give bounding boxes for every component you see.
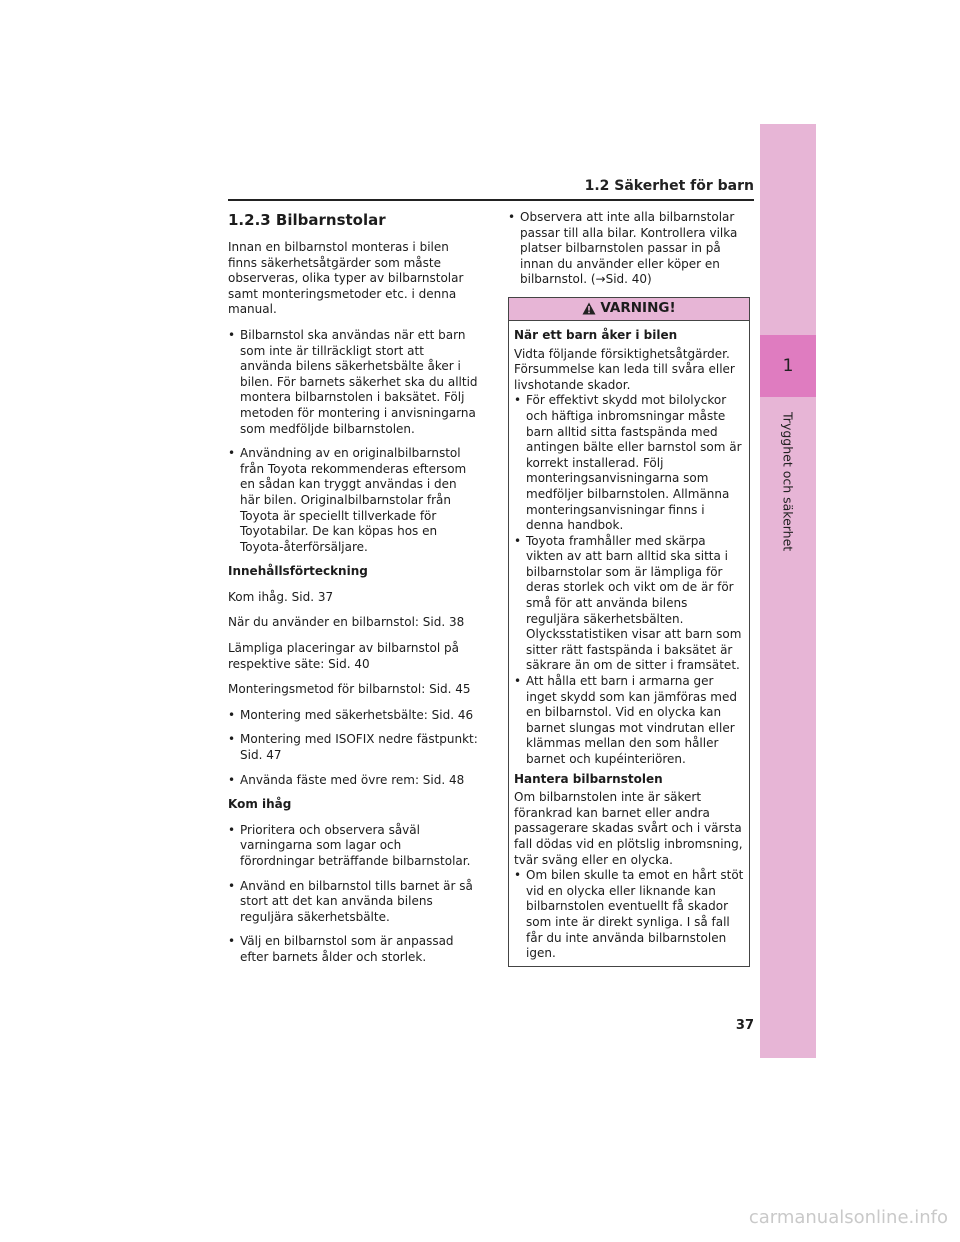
remember-bullet: • Välj en bilbarnstol som är anpassad efter barnets ålder och storlek. [228, 934, 478, 965]
left-column [228, 210, 478, 975]
intro-bullet: • Bilbarnstol ska användas när ett barn som inte är tillräckligt stort att använda bilens säkerhetsbälte åker i bilen. För barnets säkerhet ska du alltid montera bilbarnstolen i baksätet. Följ metoden för montering i anvisningarna som medföljde bilbarnstolen. [228, 328, 478, 437]
warning-bullet: • Om bilen skulle ta emot en hårt stöt vid en olycka eller liknande kan bilbarnstolen eventuellt få skador som inte är direkt synliga. I så fall får du inte använda bilbarnstolen igen. [514, 868, 744, 962]
toc-item: Kom ihåg. Sid. 37 [228, 589, 334, 604]
intro-paragraph: Innan en bilbarnstol monteras i bilen finns säkerhetsåtgärder som måste observeras, olika typer av bilbarnstolar samt monteringsmetoder etc. i denna manual. [228, 240, 464, 317]
warning-triangle-icon [582, 302, 596, 315]
warning-label: VARNING! [600, 300, 676, 317]
warning-body [509, 321, 749, 966]
compatibility-bullet: • Observera att inte alla bilbarnstolar passar till alla bilar. Kontrollera vilka platser bilbarnstolen passar in på innan du använder eller köper en bilbarnstol. (→Sid. 40) [508, 210, 754, 288]
remember-bullet: • Prioritera och observera såväl varningarna som lagar och förordningar beträffande bilbarnstolar. [228, 823, 478, 870]
toc-item: Lämpliga placeringar av bilbarnstol på respektive säte: Sid. 40 [228, 641, 459, 671]
section-header: 1.2 Säkerhet för barn [584, 178, 754, 194]
intro-bullet: • Användning av en originalbilbarnstol från Toyota rekommenderas eftersom en sådan kan tryggt användas i den här bilen. Originalbilbarnstolar från Toyota är speciellt tillverkade för Toyotabilar. De kan köpas hos en Toyota-återförsäljare. [228, 446, 478, 555]
warning-subheading: Hantera bilbarnstolen [514, 771, 663, 786]
warning-paragraph: Vidta följande försiktighetsåtgärder. Försummelse kan leda till svåra eller livshotande skador. [514, 346, 735, 392]
chapter-side-tab [760, 124, 816, 1058]
remember-bullet: • Använd en bilbarnstol tills barnet är så stort att det kan använda bilens reguljära säkerhetsbälte. [228, 879, 478, 926]
toc-subitem: • Montering med ISOFIX nedre fästpunkt: Sid. 47 [228, 732, 478, 763]
chapter-number: 1 [760, 335, 816, 397]
warning-bullet: • För effektivt skydd mot bilolyckor och häftiga inbromsningar måste barn alltid sitta fastspända med antingen bälte eller barnstol som är korrekt installerad. Följ monteringsanvisningarna som medföljer bilbarnstolen. Allmänna monteringsanvisningar finns i denna handbok. [514, 393, 744, 533]
page-number: 37 [735, 1018, 754, 1033]
right-column [508, 210, 754, 967]
toc-heading: Innehållsförteckning [228, 564, 368, 579]
watermark: carmanualsonline.info [748, 1207, 948, 1228]
warning-bullet: • Toyota framhåller med skärpa vikten av att barn alltid ska sitta i bilbarnstolar som är lämpliga för deras storlek och vikt om de är för små för att använda bilens reguljära säkerhetsbälten. Olycksstatistiken visar att barn som sitter rätt fastspända i baksätet är säkrare än om de sitter i framsätet. [514, 534, 744, 674]
warning-header [509, 298, 749, 321]
warning-bullet: • Att hålla ett barn i armarna ger inget skydd som kan jämföras med en bilbarnstol. Vid en olycka kan barnet slungas mot vindrutan eller klämmas mellan den som håller barnet och kupéinteriören. [514, 674, 744, 768]
warning-box [508, 297, 750, 967]
section-title: 1.2.3 Bilbarnstolar [228, 211, 386, 229]
header-rule [228, 199, 754, 201]
toc-subitem: • Använda fäste med övre rem: Sid. 48 [228, 773, 478, 789]
remember-heading: Kom ihåg [228, 797, 292, 812]
chapter-title [760, 412, 816, 552]
toc-item: När du använder en bilbarnstol: Sid. 38 [228, 615, 465, 630]
warning-paragraph: Om bilbarnstolen inte är säkert förankrad kan barnet eller andra passagerare skadas svårt och i värsta fall dödas vid en plötslig inbromsning, tvär sväng eller en olycka. [514, 790, 743, 867]
chapter-title-text: Trygghet och säkerhet [780, 412, 796, 552]
toc-item: Monteringsmetod för bilbarnstol: Sid. 45 [228, 682, 471, 697]
toc-subitem: • Montering med säkerhetsbälte: Sid. 46 [228, 708, 478, 724]
warning-subheading: När ett barn åker i bilen [514, 327, 678, 342]
